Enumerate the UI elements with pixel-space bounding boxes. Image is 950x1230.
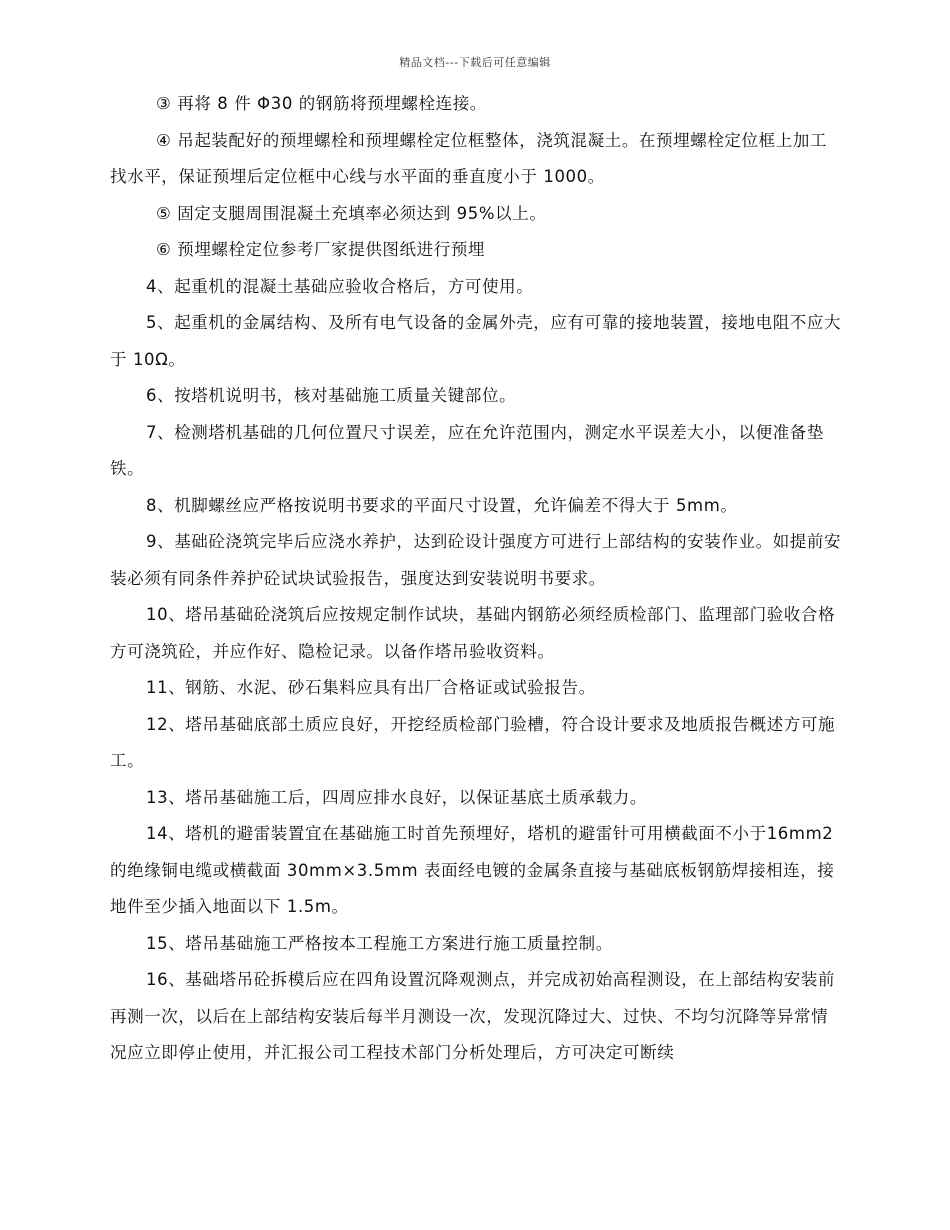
item-8-paragraph: 8、机脚螺丝应严格按说明书要求的平面尺寸设置，允许偏差不得大于 5mm。 xyxy=(146,495,738,515)
step-3-paragraph: ③ 再将 8 件 Φ30 的钢筋将预埋螺栓连接。 xyxy=(156,94,487,113)
step-6-paragraph: ⑥ 预埋螺栓定位参考厂家提供图纸进行预埋 xyxy=(156,240,486,259)
item-4-paragraph: 4、起重机的混凝土基础应验收合格后，方可使用。 xyxy=(146,276,534,296)
item-5-paragraph: 5、起重机的金属结构、及所有电气设备的金属外壳，应有可靠的接地装置，接地电阻不应大于 10Ω。 xyxy=(110,313,842,369)
step-5-paragraph: ⑤ 固定支腿周围混凝土充填率必须达到 95%以上。 xyxy=(156,203,547,223)
item-14-paragraph: 14、塔机的避雷装置宜在基础施工时首先预埋好，塔机的避雷针可用横截面不小于16mm2 的绝缘铜电缆或横截面 30mm×3.5mm 表面经电镀的金属条直接与基础底板钢筋焊接相连，接地件至少插入地面以下 1.5m。 xyxy=(110,824,835,916)
item-13-paragraph: 13、塔吊基础施工后，四周应排水良好，以保证基底土质承载力。 xyxy=(146,787,647,807)
item-16-paragraph: 16、基础塔吊砼拆模后应在四角设置沉降观测点，并完成初始高程测设，在上部结构安装前再测一次，以后在上部结构安装后每半月测设一次，发现沉降过大、过快、不均匀沉降等异常情况应立即停止使用，并汇报公司工程技术部门分析处理后，方可决定可断续 xyxy=(110,970,836,1062)
item-12-paragraph: 12、塔吊基础底部土质应良好，开挖经质检部门验槽，符合设计要求及地质报告概述方可施工。 xyxy=(110,714,836,770)
item-6-paragraph: 6、按塔机说明书，核对基础施工质量关键部位。 xyxy=(146,386,517,405)
item-10-paragraph: 10、塔吊基础砼浇筑后应按规定制作试块，基础内钢筋必须经质检部门、监理部门验收合格方可浇筑砼，并应作好、隐检记录。以备作塔吊验收资料。 xyxy=(110,605,836,661)
document-body xyxy=(110,86,842,1072)
item-15-paragraph: 15、塔吊基础施工严格按本工程施工方案进行施工质量控制。 xyxy=(146,933,613,953)
item-7-paragraph: 7、检测塔机基础的几何位置尺寸误差，应在允许范围内，测定水平误差大小，以便准备垫铁。 xyxy=(110,422,824,478)
step-4-paragraph: ④ 吊起装配好的预埋螺栓和预埋螺栓定位框整体，浇筑混凝土。在预埋螺栓定位框上加工找水平，保证预埋后定位框中心线与水平面的垂直度小于 1000。 xyxy=(110,130,828,186)
page-header: 精品文档---下载后可任意编辑 xyxy=(399,56,551,69)
item-11-paragraph: 11、钢筋、水泥、砂石集料应具有出厂合格证或试验报告。 xyxy=(146,678,596,697)
item-9-paragraph: 9、基础砼浇筑完毕后应浇水养护，达到砼设计强度方可进行上部结构的安装作业。如提前安装必须有同条件养护砼试块试验报告，强度达到安装说明书要求。 xyxy=(110,532,842,588)
